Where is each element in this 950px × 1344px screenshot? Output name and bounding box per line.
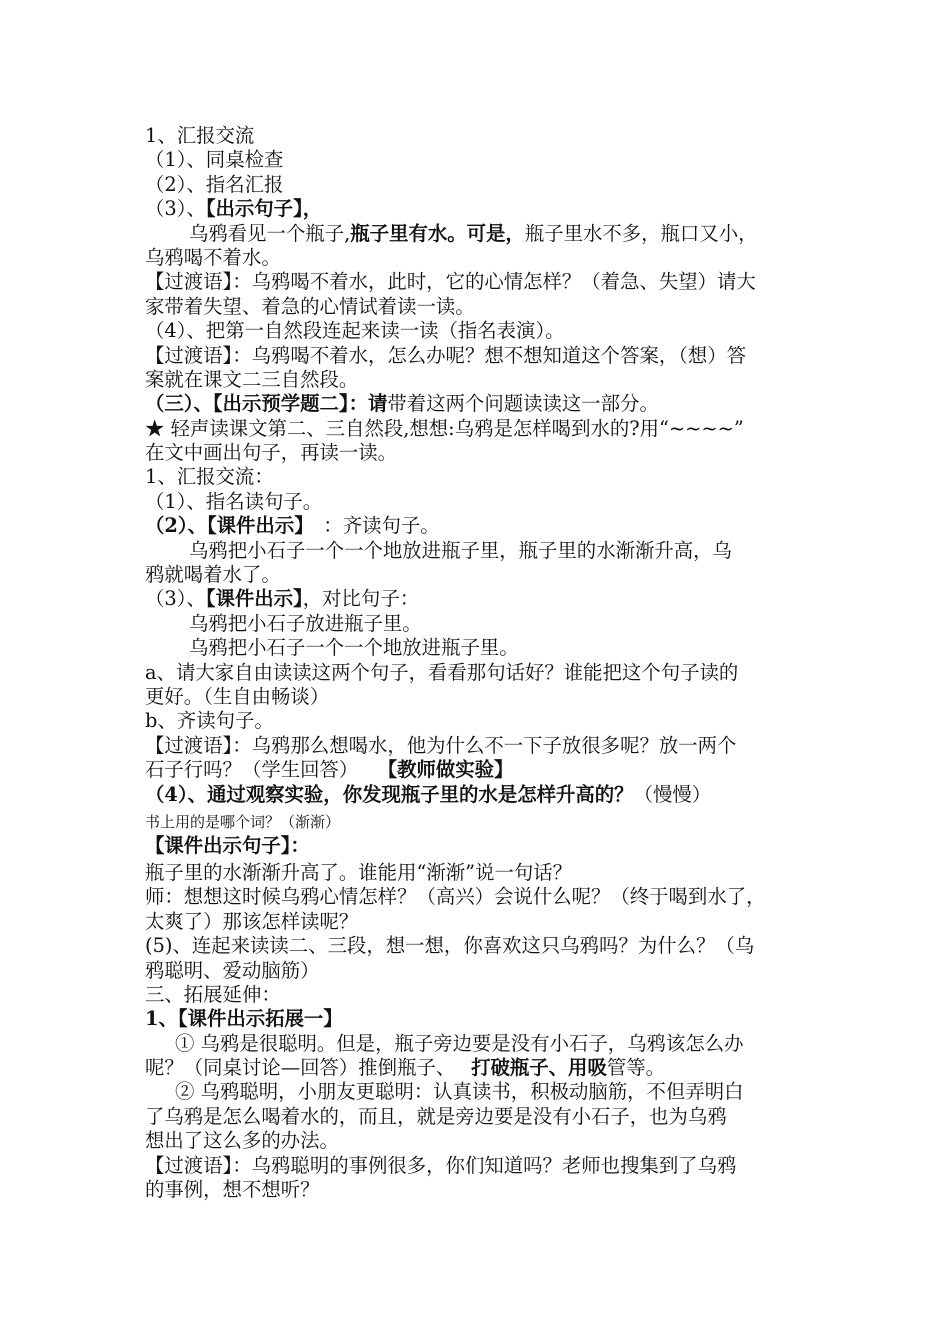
text-run: （慢慢）: [633, 782, 712, 806]
text-line: 【过渡语】：乌鸦喝不着水，怎么办呢？想不想知道这个答案，（想）答: [145, 343, 747, 367]
text-line: （2）、指名汇报: [145, 172, 284, 196]
text-run: ，对比句子：: [302, 587, 420, 611]
text-line: [145, 392, 817, 416]
text-line: ① 乌鸦是很聪明。但是，瓶子旁边要是没有小石子，乌鸦该怎么办: [175, 1031, 744, 1055]
text-line: （1）、同桌检查: [145, 148, 284, 172]
text-run: （3）、: [145, 197, 206, 221]
text-line: 【过渡语】：乌鸦聪明的事例很多，你们知道吗？老师也搜集到了乌鸦: [145, 1153, 737, 1177]
text-run: （4）、通过观察实验，你发现瓶子里的水是怎样升高的？: [145, 782, 634, 806]
text-line: [145, 587, 817, 611]
text-line: (5)、连起来读读二、三段，想一想，你喜欢这只乌鸦吗？为什么？（乌: [145, 934, 755, 958]
text-run: 【课件出示】: [205, 587, 303, 611]
text-run: （三）、【出示预学题二】：请: [145, 392, 388, 416]
text-line: 【课件出示句子】：: [145, 833, 310, 857]
text-run: 瓶子里水不多，瓶口又小，: [524, 221, 758, 245]
text-line: ★ 轻声读课文第二、三自然段,想想:乌鸦是怎样喝到水的?用“~~~~”: [145, 416, 744, 440]
text-line: （1）、指名读句子。: [145, 489, 323, 513]
text-line: 乌鸦喝不着水。: [145, 245, 281, 269]
text-line: 1、汇报交流: [145, 124, 255, 147]
text-line: [145, 197, 817, 221]
text-line: [145, 758, 817, 782]
text-line: 瓶子里的水渐渐升高了。谁能用“渐渐”说一句话？: [145, 860, 573, 884]
text-run: 打破瓶子、用吸: [471, 1056, 607, 1080]
text-run: （2）、【课件出示】: [145, 514, 304, 538]
text-line: b、齐读句子。: [145, 709, 274, 733]
text-line: [145, 514, 817, 538]
text-line: [145, 222, 817, 246]
text-run: 管等。: [606, 1056, 666, 1080]
text-run: 带着这两个问题读读这一部分。: [387, 392, 659, 416]
text-line: 太爽了）那该怎样读呢？: [145, 909, 359, 933]
text-line: [145, 1056, 817, 1080]
text-line: a、请大家自由读读这两个句子，看看那句话好？谁能把这个句子读的: [145, 660, 739, 684]
text-line: 更好。（生自由畅谈）: [145, 684, 330, 708]
text-line: 三、拓展延伸：: [145, 982, 281, 1006]
text-line: 的事例，想不想听？: [145, 1178, 320, 1202]
text-line: 了乌鸦是怎么喝着水的，而且，就是旁边要是没有小石子，也为乌鸦: [145, 1104, 727, 1128]
text-line: 【过渡语】：乌鸦喝不着水，此时，它的心情怎样？（着急、失望）请大: [145, 270, 756, 294]
text-line: 案就在课文二三自然段。: [145, 367, 359, 391]
text-line: 鸦聪明、爱动脑筋）: [145, 958, 320, 982]
text-line: 鸦就喝着水了。: [145, 563, 281, 587]
text-line: 乌鸦把小石子放进瓶子里。: [189, 611, 422, 635]
document-body: [145, 124, 817, 1202]
text-line: 乌鸦把小石子一个一个地放进瓶子里。: [189, 636, 519, 660]
text-line: 【过渡语】：乌鸦那么想喝水，他为什么不一下子放很多呢？放一两个: [145, 733, 737, 757]
text-line: 师：想想这时候乌鸦心情怎样？（高兴）会说什么呢？（终于喝到水了，: [145, 885, 766, 909]
text-line: 乌鸦把小石子一个一个地放进瓶子里，瓶子里的水渐渐升高，乌: [189, 538, 732, 562]
text-line: 1、汇报交流：: [145, 465, 274, 489]
text-run: 石子行吗？（学生回答）: [145, 758, 388, 782]
text-run: 【出示句子】，: [205, 197, 323, 221]
text-line: 家带着失望、着急的心情试着读一读。: [145, 294, 475, 318]
text-run: （3）、: [145, 587, 206, 611]
text-line: 1、【课件出示拓展一】: [145, 1007, 343, 1031]
text-line: ② 乌鸦聪明，小朋友更聪明：认真读书，积极动脑筋，不但弄明白: [175, 1080, 744, 1104]
text-run: 呢？（同桌讨论—回答）推倒瓶子、: [145, 1056, 472, 1080]
text-run: 乌鸦看见一个瓶子,: [189, 221, 351, 245]
text-line: 书上用的是哪个词？（渐渐）: [145, 812, 341, 831]
text-line: 想出了这么多的办法。: [145, 1129, 339, 1153]
text-line: [145, 783, 817, 810]
text-run: 瓶子里有水。可是，: [350, 221, 525, 245]
text-line: （4）、把第一自然段连起来读一读（指名表演）。: [145, 319, 565, 343]
text-line: 在文中画出句子，再读一读。: [145, 441, 398, 465]
text-run: 【教师做实验】: [387, 758, 514, 782]
text-run: ：齐读句子。: [303, 514, 440, 538]
